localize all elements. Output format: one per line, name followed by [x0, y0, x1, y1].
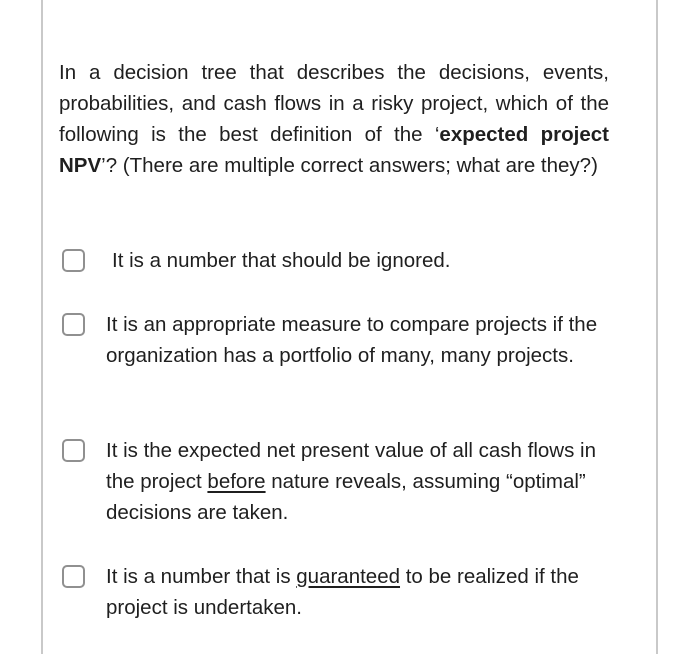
option-4-label	[106, 561, 606, 623]
option-3-underlined-word: before	[207, 470, 266, 493]
option-1-label: It is a number that should be ignored.	[112, 249, 451, 272]
option-4-underlined-word: guaranteed	[296, 565, 401, 588]
question-bold-term: expected project NPV	[59, 123, 609, 177]
option-4-text-post: to be realized if the project is undertaken.	[106, 565, 579, 619]
question-part-1: In a decision tree that describes the decisions, events, probabilities, and cash flows in a risky project, which of the following is the best definition of the ‘	[59, 61, 609, 146]
option-3-text-post: nature reveals, assuming “optimal” decisions are taken.	[106, 470, 586, 524]
checkbox-option-3[interactable]	[62, 439, 85, 462]
option-3-text-pre: It is the expected net present value of all cash flows in the project	[106, 439, 596, 493]
right-border	[656, 0, 658, 654]
checkbox-option-1[interactable]	[62, 249, 85, 272]
option-3-label	[106, 435, 606, 528]
question-part-2: ’? (There are multiple correct answers; what are they?)	[101, 154, 598, 177]
left-border	[41, 0, 43, 654]
option-4-text-pre: It is a number that is	[106, 565, 297, 588]
option-2-label: It is an appropriate measure to compare projects if the organization has a portfolio of many, many projects.	[106, 313, 598, 367]
checkbox-option-2[interactable]	[62, 313, 85, 336]
checkbox-option-4[interactable]	[62, 565, 85, 588]
question-text	[59, 57, 609, 181]
